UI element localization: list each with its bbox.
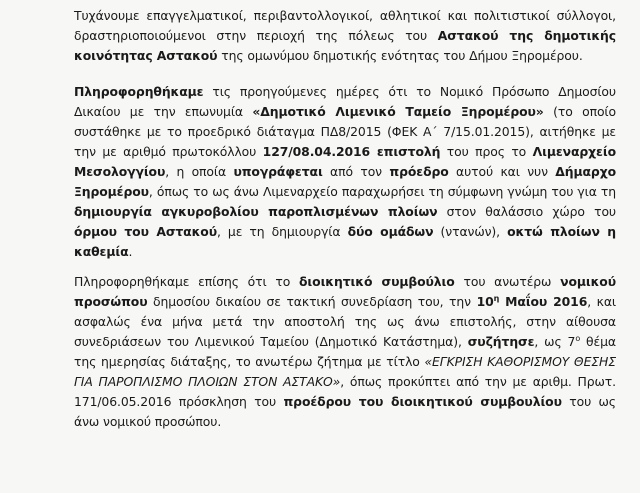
text-run: Πληροφορηθήκαμε — [74, 84, 204, 99]
text-run: , όπως το ως άνω Λιμεναρχείο παραχωρήσει τη σύμφωνη γνώμη του για τη — [148, 184, 616, 199]
text-run: συζήτησε — [467, 334, 535, 349]
text-run: νομικού προσώπου — [74, 274, 616, 309]
text-run: «Δημοτικό Λιμενικό Ταμείο Ξηρομέρου» — [252, 104, 544, 119]
text-run: (το οποίο συστάθηκε με το προεδρικό διάταγμα ΠΔ8/2015 (ΦΕΚ Α΄ 7/15.01.2015), αιτήθηκε με την με αριθμό πρωτοκόλλου — [74, 104, 616, 159]
text-run: θέμα της ημερησίας διάταξης, το ανωτέρω ζήτημα με τίτλο — [74, 334, 616, 369]
text-run: , η οποία — [165, 164, 234, 179]
text-run: προέδρου του διοικητικού συμβουλίου — [283, 394, 562, 409]
text-run: του προς το — [440, 144, 533, 159]
text-run: στον θαλάσσιο χώρο του — [437, 204, 616, 219]
text-run: 10 — [476, 294, 494, 309]
text-run: Αστακού της δημοτικής κοινότητας Αστακού — [74, 28, 616, 63]
text-run: η — [493, 293, 500, 303]
text-run: ο — [575, 333, 581, 343]
text-run: αυτού και νυν — [448, 164, 556, 179]
text-run: Μαΐου 2016 — [499, 294, 588, 309]
text-run: δύο ομάδων — [347, 224, 434, 239]
text-run: του ανωτέρω — [454, 274, 561, 289]
text-run: δημιουργία αγκυροβολίου παροπλισμένων πλοίων — [74, 204, 438, 219]
text-run: , όπως προκύπτει από την με αριθμ. Πρωτ. 171/06.05.2016 πρόσκληση του — [74, 374, 616, 409]
text-run: υπογράφεται — [233, 164, 323, 179]
text-run: διοικητικό συμβούλιο — [299, 274, 455, 289]
text-run: (ντανών), — [433, 224, 508, 239]
text-run: δημοσίου δικαίου σε τακτική συνεδρίαση του, την — [147, 294, 477, 309]
text-run: του ως άνω νομικού προσώπου. — [74, 394, 616, 429]
paragraph-request — [74, 82, 616, 262]
paragraph-intro — [74, 6, 616, 66]
text-run: , και ασφαλώς ένα μήνα μετά την αποστολή της ως άνω επιστολής, στην αίθουσα συνεδριάσεων του Λιμενικού Ταμείου (Δημοτικό Κατάστημα), — [74, 294, 616, 349]
text-run: οκτώ πλοίων η καθεμία — [74, 224, 616, 259]
text-run: Τυχάνουμε επαγγελματικοί, περιβαντολλογικοί, αθλητικοί και πολιτιστικοί σύλλογοι, δραστηριοποιούμενοι στην περιοχή της πόλεως του — [74, 8, 616, 43]
text-run: πρόεδρο — [389, 164, 449, 179]
text-run: όρμου του Αστακού — [74, 224, 217, 239]
text-run: , ως 7 — [534, 334, 576, 349]
text-run: . — [128, 244, 133, 259]
text-run: Δήμαρχο Ξηρομέρου — [74, 164, 617, 199]
text-run: από τον — [322, 164, 390, 179]
paragraph-board-meeting — [74, 272, 616, 432]
text-run: , με τη δημιουργία — [216, 224, 348, 239]
text-run: Λιμεναρχείο Μεσολογγίου — [74, 144, 616, 179]
text-run: «ΕΓΚΡΙΣΗ ΚΑΘΟΡΙΣΜΟΥ ΘΕΣΗΣ ΓΙΑ ΠΑΡΟΠΛΙΣΜΟ ΠΛΟΙΩΝ ΣΤΟΝ ΑΣΤΑΚΟ» — [74, 354, 616, 389]
text-run: τις προηγούμενες ημέρες ότι το Νομικό Πρόσωπο Δημοσίου Δικαίου με την επωνυμία — [74, 84, 616, 119]
text-run: Πληροφορηθήκαμε επίσης ότι το — [74, 274, 300, 289]
text-run: της ομωνύμου δημοτικής ενότητας του Δήμου Ξηρομέρου. — [217, 48, 583, 63]
text-run: 127/08.04.2016 επιστολή — [262, 144, 441, 159]
